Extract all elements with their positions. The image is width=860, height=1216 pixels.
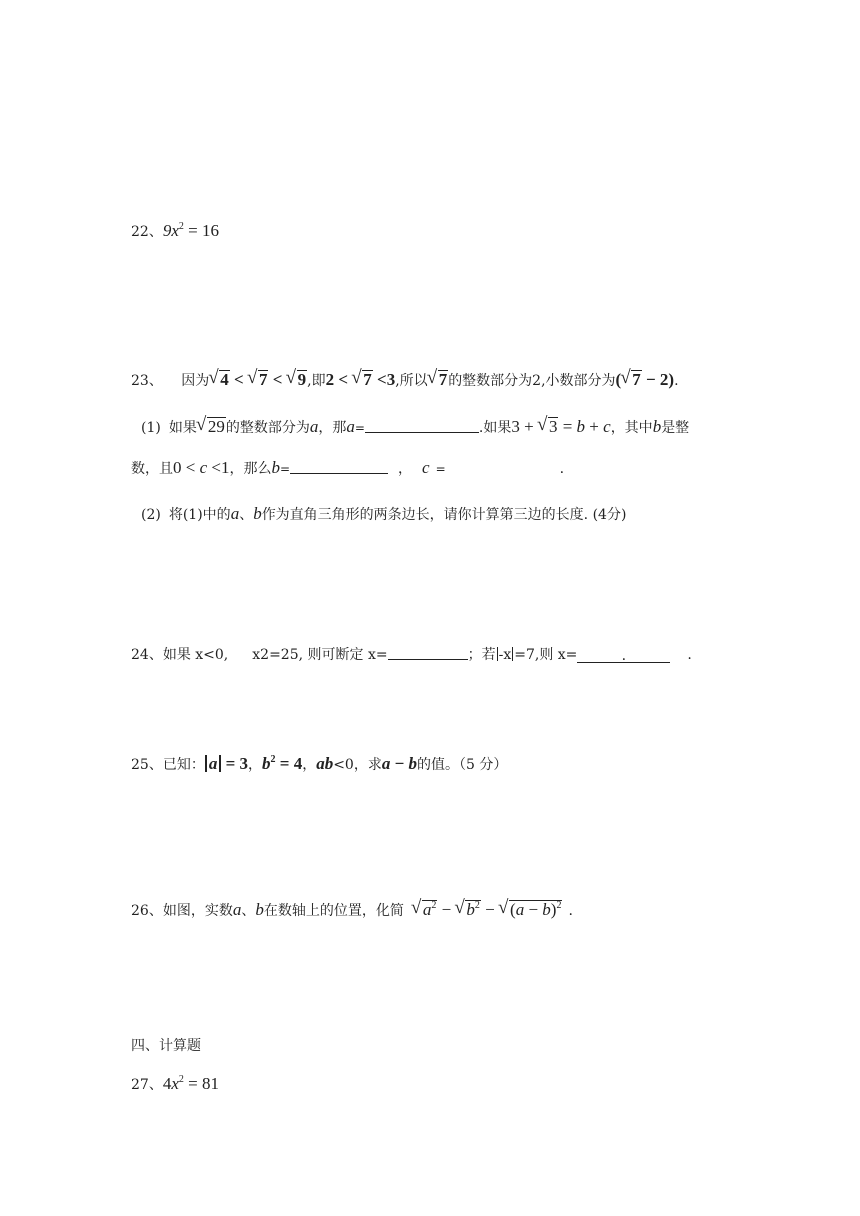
line3-end: . <box>559 461 565 477</box>
part1-text-f: ，其中 <box>610 420 653 436</box>
var-b: b <box>652 417 662 436</box>
question-23-part1 <box>141 417 689 436</box>
question-23-intro-end: . <box>674 373 679 389</box>
answer-blank-x1[interactable] <box>388 646 468 660</box>
b-squared-equals-4: $b^2 = 4$ <box>262 754 303 773</box>
question-23-text-3: ,所以 <box>395 373 428 389</box>
part1-text-d: = <box>354 421 365 435</box>
question-27-equation: $4x^2 = 81$ <box>162 1074 219 1093</box>
equation-b-plus-c: 3 + √ 3 = b + c <box>511 417 610 436</box>
q24-text-b: x2=25, 则可断定 x= <box>252 647 388 663</box>
sqrt-seven: √ 7 <box>428 370 449 389</box>
q24-end: . <box>687 647 692 663</box>
q24-text-d: -x <box>498 647 512 663</box>
q25-text-d: <0，求 <box>333 757 382 773</box>
q26-end: . <box>568 903 573 919</box>
part1-text-b: 的整数部分为 <box>225 420 310 436</box>
q24-text-e: =7,则 x= <box>514 647 578 663</box>
line3-text-c: = <box>279 462 291 476</box>
question-22-number: 22、 <box>131 224 163 240</box>
q25-text-a: 已知： <box>162 757 205 773</box>
range-c: 0 < c <1 <box>173 458 230 477</box>
q25-text-b: ， <box>248 757 263 773</box>
var-b-2: b <box>271 458 280 477</box>
part2-text-a: 将(1)中的 <box>168 507 231 523</box>
inequality-sqrt: √ 4 < √ 7 < √ 9 <box>209 370 307 389</box>
var-a-2: a <box>346 417 355 436</box>
var-b-4: b <box>255 900 264 919</box>
part2-text-b: 作为直角三角形的两条边长，请你计算第三边的长度. (4分) <box>261 507 627 523</box>
line3-text-d: ， <box>398 461 413 477</box>
question-22 <box>131 222 219 239</box>
var-c: c <box>422 458 430 477</box>
question-27-number: 27、 <box>131 1077 163 1093</box>
question-24 <box>131 646 692 663</box>
part1-text-a: 如果 <box>168 420 197 436</box>
q26-text-b: 在数轴上的位置，化简 <box>263 903 404 919</box>
a-minus-b: a − b <box>381 754 418 773</box>
line3-text-e: = <box>435 462 446 476</box>
question-23-text-2: ,即 <box>307 373 326 389</box>
fraction-part: (√ 7 − 2) <box>616 370 675 389</box>
part1-text-e: .如果 <box>478 420 512 436</box>
abs-bar-left <box>497 647 498 661</box>
part1-text-g: 是整 <box>661 420 690 436</box>
question-23-text-1: 因为 <box>181 373 210 389</box>
question-26 <box>131 900 573 919</box>
question-23-intro <box>131 370 679 389</box>
answer-blank-a[interactable] <box>365 419 479 433</box>
var-a: a <box>309 417 319 436</box>
var-a-4: a <box>232 900 242 919</box>
line3-text-a: 数，且 <box>131 461 173 477</box>
answer-blank-x2[interactable] <box>577 649 670 663</box>
q26-text-a: 如图，实数 <box>162 903 233 919</box>
question-23-text-4: 的整数部分为2,小数部分为 <box>448 373 616 389</box>
line3-text-b: ，那么 <box>229 461 272 477</box>
question-26-number: 26、 <box>131 903 163 919</box>
abs-a-equals-3: a = 3 <box>205 754 248 773</box>
part2-sep: 、 <box>239 507 254 523</box>
var-a-3: a <box>230 504 240 523</box>
section-4-title: 四、计算题 <box>131 1038 201 1054</box>
ab-product: ab <box>316 754 334 773</box>
question-23-part2 <box>141 505 626 522</box>
question-25 <box>131 755 507 772</box>
q24-blank-dot: . <box>621 648 627 664</box>
q25-text-c: ， <box>302 757 317 773</box>
sqrt-29: √ 29 <box>197 417 226 436</box>
question-23-number: 23、 <box>131 373 163 389</box>
question-25-number: 25、 <box>131 757 163 773</box>
question-24-number: 24、 <box>131 647 163 663</box>
question-27 <box>131 1075 219 1092</box>
inequality-range: 2 < √ 7 <3 <box>326 370 396 389</box>
question-23-line3 <box>131 459 564 476</box>
question-22-equation: $9x^2 = 16$ <box>162 221 219 240</box>
answer-blank-b[interactable] <box>290 460 388 474</box>
part1-label: (1) <box>141 420 161 436</box>
q24-text-a: 如果 x<0, <box>162 647 229 663</box>
q24-text-c: ；若 <box>467 647 496 663</box>
simplify-expression: √ $a^2$ − √ $b^2$ − √ $(a - b)^2$ <box>412 900 563 919</box>
part2-label: (2) <box>141 507 161 523</box>
q25-text-e: 的值。（5 分） <box>417 757 508 773</box>
q26-sep: 、 <box>241 903 256 919</box>
var-b-3: b <box>253 504 262 523</box>
part1-text-c: ，那 <box>318 420 347 436</box>
